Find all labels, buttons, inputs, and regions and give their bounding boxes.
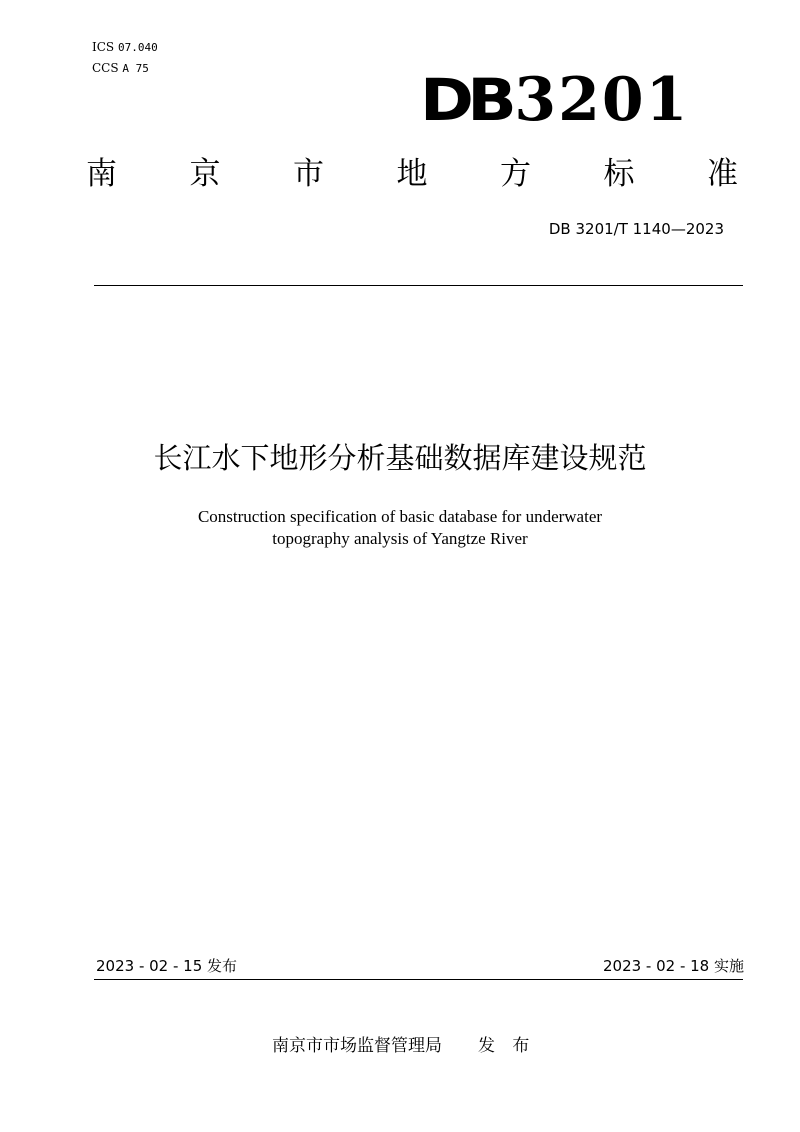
standard-number: DB 3201/T 1140—2023 — [548, 220, 724, 238]
standard-type-char: 准 — [707, 156, 738, 192]
document-title-en-line2: topography analysis of Yangtze River — [272, 529, 528, 548]
db-standard-logo — [420, 65, 690, 135]
standard-type-char: 京 — [189, 156, 221, 192]
implement-date: 2023 - 02 - 18 实施 — [602, 957, 744, 975]
top-divider — [94, 285, 743, 286]
standard-type-char: 标 — [603, 156, 635, 192]
issuer-line — [272, 1034, 535, 1058]
ics-line — [92, 40, 158, 55]
standard-type-char: 南 — [86, 156, 117, 192]
db-logo-prefix: DB — [420, 66, 511, 134]
ics-label: ICS — [92, 40, 115, 54]
issuer-action: 发 布 — [478, 1036, 536, 1056]
standard-type-char: 市 — [293, 156, 324, 192]
ccs-line — [92, 61, 149, 76]
issuer-name: 南京市市场监督管理局 — [272, 1036, 442, 1056]
standard-type-char: 方 — [500, 156, 531, 192]
ics-code: 07.040 — [117, 41, 158, 54]
ccs-code: A 75 — [122, 62, 149, 75]
publish-date: 2023 - 02 - 15 发布 — [96, 957, 238, 975]
bottom-divider — [94, 979, 743, 980]
document-title-en — [0, 506, 800, 550]
db-logo-code: 3201 — [514, 65, 690, 135]
document-title-cn: 长江水下地形分析基础数据库建设规范 — [153, 441, 647, 475]
document-title-en-line1: Construction specification of basic database for underwater — [197, 507, 603, 526]
standard-type-char: 地 — [396, 156, 428, 192]
ccs-label: CCS — [92, 61, 119, 75]
standard-type-title — [86, 152, 738, 196]
